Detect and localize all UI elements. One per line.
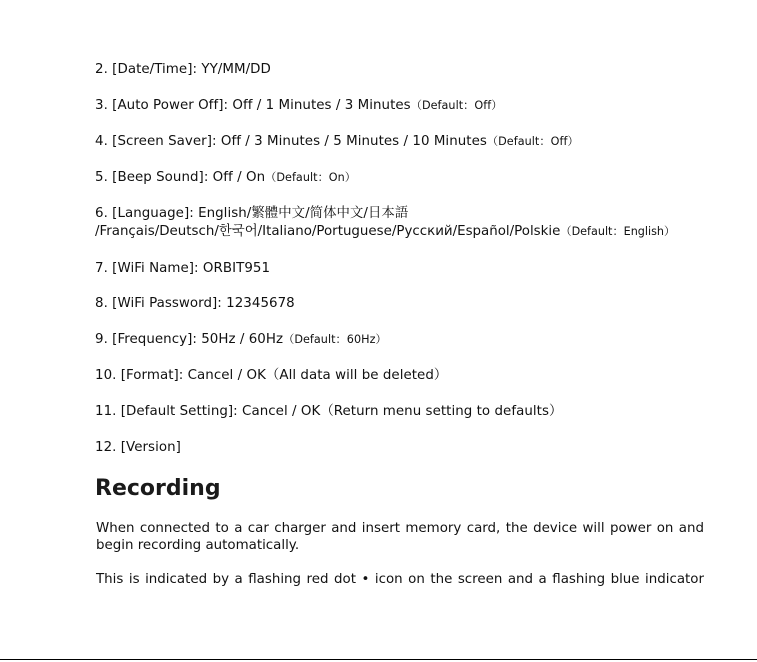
setting-default-setting-note: （Return menu setting to defaults） — [320, 404, 563, 419]
section-heading-recording: Recording — [95, 476, 221, 501]
setting-wifi-name-label: 7. [WiFi Name]: ORBIT951 — [95, 261, 271, 276]
setting-frequency-label: 9. [Frequency]: 50Hz / 60Hz — [95, 332, 284, 347]
setting-language-line2: /Français/Deutsch/한국어/Italiano/Portuguese/Русский/Español/Polskie — [95, 224, 561, 239]
setting-screen-saver-default: （Default：Off） — [486, 135, 579, 148]
setting-date-time-label: 2. [Date/Time]: YY/MM/DD — [95, 62, 271, 77]
setting-wifi-password-label: 8. [WiFi Password]: 12345678 — [95, 296, 295, 311]
setting-date-time — [95, 61, 271, 79]
setting-language — [95, 205, 408, 223]
setting-frequency — [95, 331, 387, 349]
setting-format-label: 10. [Format]: Cancel / OK — [95, 368, 266, 383]
setting-beep-sound-default: （Default：On） — [265, 171, 357, 184]
setting-auto-power-off — [95, 97, 502, 115]
setting-frequency-default: （Default：60Hz） — [283, 333, 387, 346]
setting-language-default: （Default：English） — [560, 225, 676, 238]
setting-auto-power-off-label: 3. [Auto Power Off]: Off / 1 Minutes / 3 Minutes — [95, 98, 411, 113]
setting-screen-saver — [95, 133, 579, 151]
setting-format — [95, 367, 447, 385]
setting-default-setting-label: 11. [Default Setting]: Cancel / OK — [95, 404, 321, 419]
setting-screen-saver-label: 4. [Screen Saver]: Off / 3 Minutes / 5 Minutes / 10 Minutes — [95, 134, 487, 149]
setting-format-note: （All data will be deleted） — [265, 368, 448, 383]
setting-language-continued — [95, 223, 675, 241]
setting-auto-power-off-default: （Default：Off） — [410, 99, 503, 112]
setting-wifi-password — [95, 295, 295, 313]
footer-rule — [0, 659, 757, 660]
setting-default-setting — [95, 403, 562, 421]
setting-language-line1: 6. [Language]: English/繁體中文/简体中文/日本語 — [95, 206, 409, 221]
setting-version-label: 12. [Version] — [95, 440, 181, 455]
recording-paragraph-2: This is indicated by a flashing red dot • icon on the screen and a flashing blue indicator — [96, 572, 704, 587]
setting-version — [95, 439, 181, 457]
setting-beep-sound-label: 5. [Beep Sound]: Off / On — [95, 170, 266, 185]
setting-beep-sound — [95, 169, 356, 187]
setting-wifi-name — [95, 260, 270, 278]
recording-paragraph-1: When connected to a car charger and insert memory card, the device will power on and begin recording automatically. — [96, 521, 704, 553]
